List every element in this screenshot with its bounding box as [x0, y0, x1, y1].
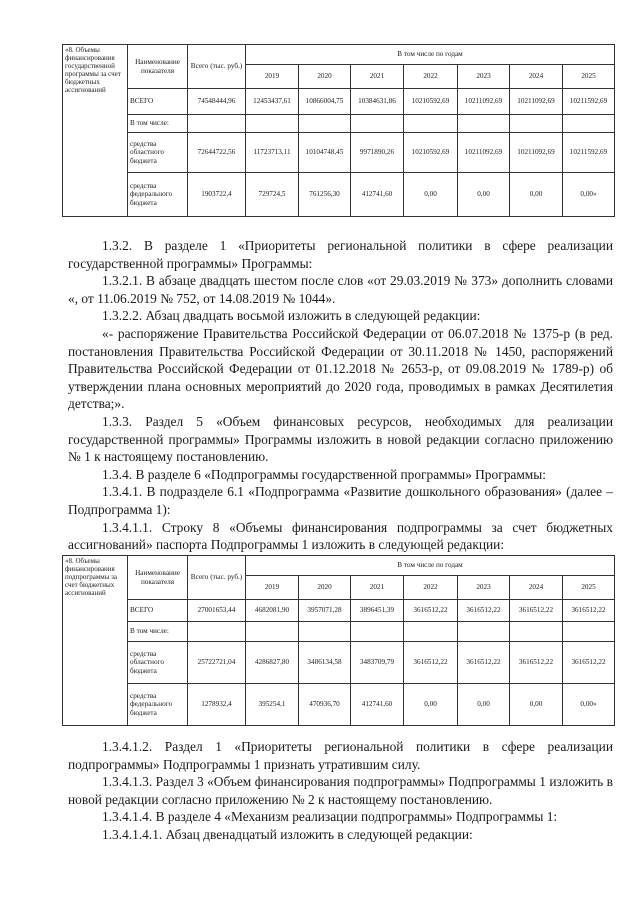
paragraph: 1.3.4.1. В подразделе 6.1 «Подпрограмма «Развитие дошкольного образования» (далее – Подпрограмма 1): [68, 484, 613, 517]
year-header: 2023 [458, 65, 510, 89]
row-value: 11723713,11 [246, 133, 299, 173]
row-value: 10211592,69 [563, 133, 615, 173]
name-header: Наименование показателя [128, 556, 188, 600]
row-value: 10384631,86 [351, 89, 404, 115]
year-header: 2020 [299, 576, 351, 600]
row-value: 412741,60 [351, 173, 404, 217]
row-total [188, 115, 246, 133]
row-value: 3486134,58 [299, 642, 351, 684]
row-value: 10211092,69 [510, 133, 563, 173]
financing-table-program [62, 44, 615, 217]
row-label-cell: «8. Объемы финансирования подпрограммы за счет бюджетных ассигнований [63, 556, 128, 726]
row-value: 10210592,69 [404, 133, 458, 173]
body-text-2 [68, 738, 613, 844]
table-row [63, 115, 615, 133]
year-header: 2023 [458, 576, 510, 600]
table-row [63, 600, 615, 622]
row-value: 729724,5 [246, 173, 299, 217]
paragraph: 1.3.2. В разделе 1 «Приоритеты региональной политики в сфере реализации государственной программы» Программы: [68, 238, 613, 271]
paragraph: 1.3.4.1.1. Строку 8 «Объемы финансирования подпрограммы за счет бюджетных ассигнований» паспорта Подпрограммы 1 изложить в следующей редакции: [68, 519, 613, 553]
row-value: 761256,30 [299, 173, 351, 217]
row-value: 3616512,22 [404, 642, 458, 684]
row-name: ВСЕГО [128, 600, 188, 622]
row-value: 4286827,80 [246, 642, 299, 684]
row-value: 395254,1 [246, 684, 299, 726]
row-value: 10104748,45 [299, 133, 351, 173]
row-value: 10211092,69 [458, 89, 510, 115]
row-name: В том числе: [128, 115, 188, 133]
row-value: 10866004,75 [299, 89, 351, 115]
year-header: 2025 [563, 576, 615, 600]
table-row [63, 622, 615, 642]
body-text-1 [68, 237, 613, 554]
paragraph: 1.3.3. Раздел 5 «Объем финансовых ресурсов, необходимых для реализации государственной программы» Программы изложить в новой редакции согласно приложению № 1 к настоящему постановлению. [68, 413, 613, 465]
paragraph: 1.3.4. В разделе 6 «Подпрограммы государственной программы» Программы: [102, 466, 546, 482]
row-name: средства областного бюджета [128, 642, 188, 684]
paragraph: 1.3.4.1.3. Раздел 3 «Объем финансирования подпрограммы» Подпрограммы 1 изложить в новой редакции согласно приложению № 2 к настоящему постановлению. [68, 774, 613, 807]
row-value: 0,00 [510, 684, 563, 726]
row-value: 3616512,22 [404, 600, 458, 622]
row-value: 3483709,79 [351, 642, 404, 684]
row-name: средства областного бюджета [128, 133, 188, 173]
row-value: 10211092,69 [510, 89, 563, 115]
row-total: 72644722,56 [188, 133, 246, 173]
year-header: 2020 [299, 65, 351, 89]
year-header: 2025 [563, 65, 615, 89]
row-total: 1278932,4 [188, 684, 246, 726]
paragraph: 1.3.4.1.2. Раздел 1 «Приоритеты региональной политики в сфере реализации подпрограммы» Подпрограммы 1 признать утратившим силу. [68, 739, 613, 772]
table-row [63, 173, 615, 217]
row-value: 3616512,22 [458, 642, 510, 684]
paragraph: «- распоряжение Правительства Российской Федерации от 06.07.2018 № 1375-р (в ред. постановления Правительства Российской Федерации от 30.11.2018 № 1450, распоряжений Правительства Российской Федерации от 01.12.2018 № 2653-р, от 09.08.2019 № 1789-р) об утверждении плана основных мероприятий до 2020 года, проводимых в рамках Десятилетия детства;». [68, 325, 613, 412]
row-value: 3616512,22 [563, 642, 615, 684]
row-value: 10211092,69 [458, 133, 510, 173]
years-header: В том числе по годам [246, 556, 615, 576]
year-header: 2022 [404, 576, 458, 600]
years-header: В том числе по годам [246, 45, 615, 65]
row-value: 10210592,69 [404, 89, 458, 115]
row-name: средства федерального бюджета [128, 173, 188, 217]
paragraph: 1.3.4.1.4. В разделе 4 «Механизм реализации подпрограммы» Подпрограммы 1: [102, 809, 558, 825]
row-value: 0,00 [458, 684, 510, 726]
row-value: 470936,70 [299, 684, 351, 726]
row-name: ВСЕГО [128, 89, 188, 115]
paragraph: 1.3.2.1. В абзаце двадцать шестом после слов «от 29.03.2019 № 373» дополнить словами «, от 11.06.2019 № 752, от 14.08.2019 № 1044». [68, 273, 613, 306]
year-header: 2024 [510, 65, 563, 89]
row-total: 27001653,44 [188, 600, 246, 622]
row-value: 0,00 [510, 173, 563, 217]
row-value: 0,00» [563, 684, 615, 726]
row-name: В том числе: [128, 622, 188, 642]
row-total: 74548444,96 [188, 89, 246, 115]
row-value: 9971890,26 [351, 133, 404, 173]
row-value: 412741,60 [351, 684, 404, 726]
row-value: 10211592,69 [563, 89, 615, 115]
row-value: 3896451,39 [351, 600, 404, 622]
table-row [63, 684, 615, 726]
year-header: 2019 [246, 576, 299, 600]
name-header: Наименование показателя [128, 45, 188, 89]
row-value: 3616512,22 [510, 600, 563, 622]
year-header: 2024 [510, 576, 563, 600]
row-total [188, 622, 246, 642]
year-header: 2022 [404, 65, 458, 89]
row-value: 3616512,22 [458, 600, 510, 622]
row-value: 0,00 [404, 173, 458, 217]
table-row [63, 89, 615, 115]
total-header: Всего (тыс. руб.) [188, 45, 246, 89]
row-value: 12453437,61 [246, 89, 299, 115]
table-row [63, 642, 615, 684]
row-total: 25722721,04 [188, 642, 246, 684]
paragraph: 1.3.2.2. Абзац двадцать восьмой изложить в следующей редакции: [102, 308, 481, 324]
row-value: 4682081,90 [246, 600, 299, 622]
row-value: 0,00» [563, 173, 615, 217]
row-value: 3616512,22 [510, 642, 563, 684]
year-header: 2021 [351, 65, 404, 89]
total-header: Всего (тыс. руб.) [188, 556, 246, 600]
year-header: 2019 [246, 65, 299, 89]
paragraph: 1.3.4.1.4.1. Абзац двенадцатый изложить в следующей редакции: [102, 826, 473, 842]
table-row [63, 133, 615, 173]
year-header: 2021 [351, 576, 404, 600]
row-name: средства федерального бюджета [128, 684, 188, 726]
row-value: 3616512,22 [563, 600, 615, 622]
financing-table-subprogram [62, 555, 615, 726]
row-label-cell: «8. Объемы финансирования государственной программы за счет бюджетных ассигнований [63, 45, 128, 217]
row-value: 0,00 [404, 684, 458, 726]
row-total: 1903722,4 [188, 173, 246, 217]
row-value: 3957071,28 [299, 600, 351, 622]
row-value: 0,00 [458, 173, 510, 217]
